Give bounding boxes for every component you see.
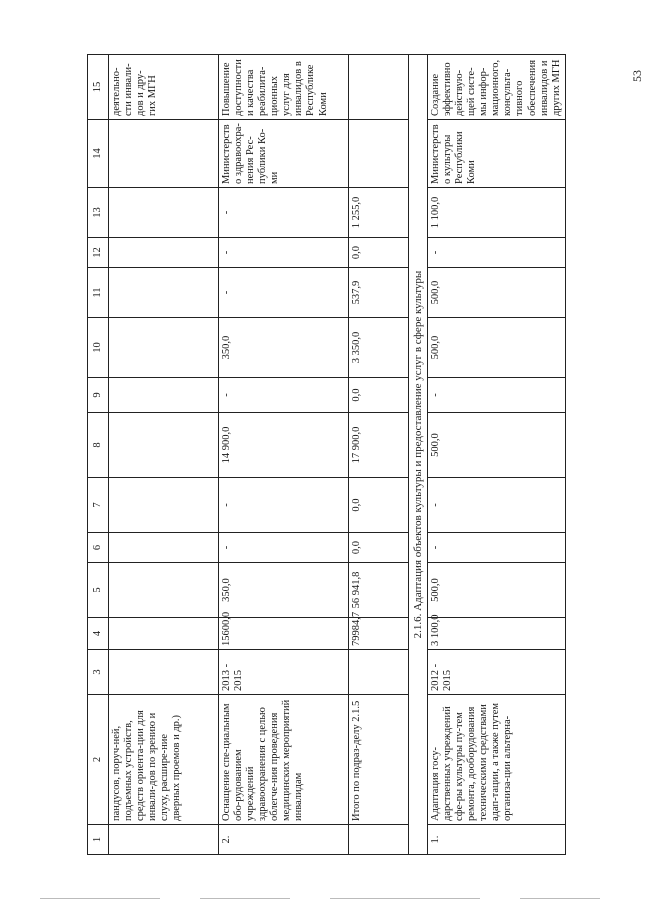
rotated-table-container: [87, 55, 617, 855]
cell-value: 56 941,8: [349, 563, 409, 618]
header-cell: 15: [88, 55, 109, 120]
table-row-2: [219, 55, 349, 855]
cell-value: [109, 378, 219, 413]
table-row-total: [349, 55, 409, 855]
header-cell: 6: [88, 533, 109, 563]
cell-number: 1.: [428, 825, 566, 855]
cell-value: -: [428, 533, 566, 563]
cell-value: 1 255,0: [349, 188, 409, 238]
scan-artifact-line: [330, 898, 480, 899]
cell-period: [109, 650, 219, 695]
cell-value: -: [428, 478, 566, 533]
cell-value: 500,0: [428, 318, 566, 378]
cell-executor: [349, 120, 409, 188]
cell-value: 500,0: [428, 268, 566, 318]
cell-period: [349, 650, 409, 695]
header-cell: 7: [88, 478, 109, 533]
scan-artifact-line: [200, 898, 290, 899]
header-cell: 13: [88, 188, 109, 238]
cell-value: 500,0: [428, 413, 566, 478]
cell-executor: [109, 120, 219, 188]
cell-value: [109, 478, 219, 533]
cell-value: 0,0: [349, 478, 409, 533]
header-row: [88, 55, 109, 855]
cell-value: -: [219, 238, 349, 268]
cell-activity: Оснащение спе-циальным обо-рудованием учреждений здравоохранения с целью облегче-ния проведения медицинских мероприятий инвалидам: [219, 695, 349, 825]
cell-value: 0,0: [349, 378, 409, 413]
header-cell: 5: [88, 563, 109, 618]
cell-value: -: [219, 268, 349, 318]
cell-value: [109, 188, 219, 238]
cell-value: 537,9: [349, 268, 409, 318]
section-title: 2.1.6. Адаптация объектов культуры и предоставление услуг в сфере культуры: [409, 55, 428, 855]
cell-period: 2012 - 2015: [428, 650, 566, 695]
cell-value: 500,0: [428, 563, 566, 618]
header-cell: 2: [88, 695, 109, 825]
cell-activity: пандусов, поруч-ней, подъемных устройств, средств ориента-ции для инвали-дов по зрению и слуху, расшире-ние дверных проемов и др.): [109, 695, 219, 825]
cell-value: [109, 563, 219, 618]
cell-number: 2.: [219, 825, 349, 855]
cell-value: 1 100,0: [428, 188, 566, 238]
cell-executor: Министерство культуры Республики Коми: [428, 120, 566, 188]
page-number: 53: [630, 70, 644, 82]
cell-total: [109, 618, 219, 650]
cell-value: 0,0: [349, 238, 409, 268]
cell-executor: Министерство здравоохра-нения Рес-публики Ко-ми: [219, 120, 349, 188]
header-cell: 11: [88, 268, 109, 318]
cell-period: 2013 - 2015: [219, 650, 349, 695]
cell-total: 3 100,0: [428, 618, 566, 650]
table-row-continuation: [109, 55, 219, 855]
cell-total: 15600,0: [219, 618, 349, 650]
cell-value: [109, 413, 219, 478]
cell-value: -: [428, 238, 566, 268]
cell-value: -: [428, 378, 566, 413]
header-cell: 12: [88, 238, 109, 268]
header-cell: 1: [88, 825, 109, 855]
cell-result: Повышение доступности и качества реабилита-ционных услуг для инвалидов в Республике Коми: [219, 55, 349, 120]
cell-value: 3 350,0: [349, 318, 409, 378]
cell-value: 0,0: [349, 533, 409, 563]
cell-value: [109, 318, 219, 378]
header-cell: 9: [88, 378, 109, 413]
scan-artifact-line: [40, 898, 160, 899]
cell-value: [109, 533, 219, 563]
cell-value: [109, 268, 219, 318]
cell-value: 350,0: [219, 563, 349, 618]
cell-value: -: [219, 188, 349, 238]
cell-activity: Адаптация госу-дарственных учреждений сфе-ры культуры пу-тем ремонта, дооборудования техническими средствами адап-тации, а также путем организа-ции альтерна-: [428, 695, 566, 825]
header-cell: 4: [88, 618, 109, 650]
scan-artifact-line: [520, 898, 600, 899]
cell-value: -: [219, 478, 349, 533]
header-cell: 10: [88, 318, 109, 378]
cell-result: [349, 55, 409, 120]
header-cell: 8: [88, 413, 109, 478]
cell-value: [109, 238, 219, 268]
cell-value: -: [219, 533, 349, 563]
cell-value: -: [219, 378, 349, 413]
cell-result: Создание эффективно действую-щей систе-мы инфор-мационного, консульта-тивного обеспечения инвалидов и других МГН: [428, 55, 566, 120]
cell-number: [349, 825, 409, 855]
cell-result: деятельно-сти инвали-дов и дру-гих МГН: [109, 55, 219, 120]
cell-value: 350,0: [219, 318, 349, 378]
header-cell: 14: [88, 120, 109, 188]
cell-total: 79984,7: [349, 618, 409, 650]
cell-number: [109, 825, 219, 855]
table-row-culture: [428, 55, 566, 855]
cell-activity: Итого по подраз-делу 2.1.5: [349, 695, 409, 825]
cell-value: 17 900,0: [349, 413, 409, 478]
header-cell: 3: [88, 650, 109, 695]
section-title-row: [409, 55, 428, 855]
program-table: [87, 54, 566, 855]
cell-value: 14 900,0: [219, 413, 349, 478]
